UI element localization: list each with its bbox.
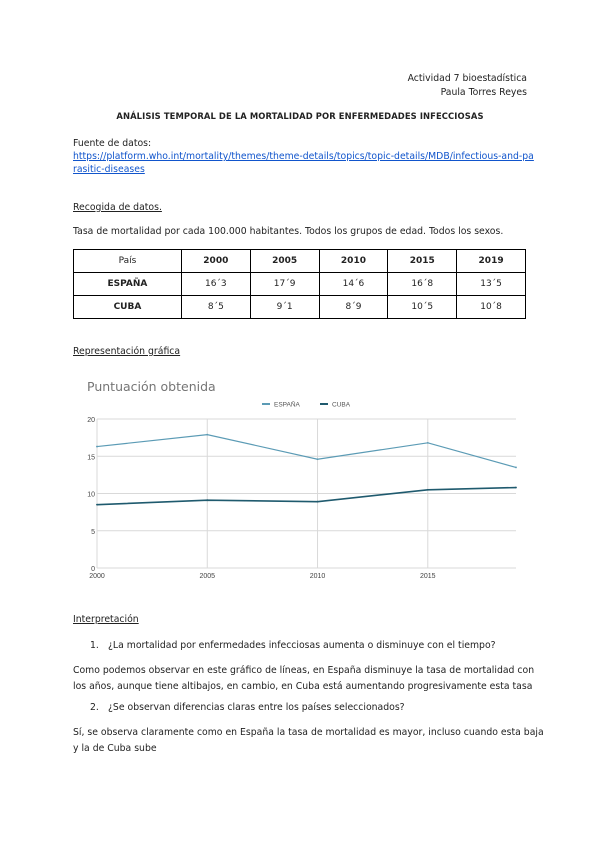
answer-2-line1: Sí, se observa claramente como en España la tasa de mortalidad es mayor, incluso cuando esta baja [73, 727, 544, 738]
question-2 [90, 702, 405, 713]
x-tick-label: 2005 [199, 573, 216, 580]
collection-description: Tasa de mortalidad por cada 100.000 habitantes. Todos los grupos de edad. Todos los sexos. [73, 226, 504, 237]
data-point-cuba [206, 499, 208, 501]
question-2-text: ¿Se observan diferencias claras entre los países seleccionados? [108, 702, 405, 713]
chart-legend [262, 400, 351, 409]
data-point-cuba [427, 489, 429, 491]
data-point-cuba [96, 504, 98, 506]
y-tick-label: 15 [87, 454, 95, 462]
x-tick-label: 2015 [420, 573, 436, 580]
y-tick-label: 5 [91, 528, 95, 536]
activity-label: Actividad 7 bioestadística [407, 73, 527, 84]
source-link-line2[interactable]: rasitic-diseases [73, 164, 145, 175]
table-cell: 17´9 [250, 273, 319, 296]
x-tick-label: 2000 [89, 573, 105, 580]
chart-grid [97, 419, 516, 568]
table-header-cell: País [74, 250, 182, 273]
source-label: Fuente de datos: [73, 138, 152, 149]
legend-label: CUBA [332, 401, 351, 409]
table-cell: 9´1 [250, 296, 319, 319]
table-header-cell: 2000 [181, 250, 250, 273]
legend-label: ESPAÑA [274, 401, 300, 409]
table-cell: 10´5 [388, 296, 457, 319]
table-cell: 8´9 [319, 296, 388, 319]
table-header-cell: 2005 [250, 250, 319, 273]
x-tick-label: 2010 [309, 573, 326, 580]
table-cell: 14´6 [319, 273, 388, 296]
question-1 [90, 640, 496, 651]
table-cell: 13´5 [457, 273, 526, 296]
table-header-cell: 2015 [388, 250, 457, 273]
collection-heading: Recogida de datos. [73, 202, 162, 213]
table-cell: 10´8 [457, 296, 526, 319]
y-tick-label: 10 [87, 491, 95, 499]
table-cell-country: ESPAÑA [74, 273, 182, 296]
y-tick-label: 0 [91, 566, 95, 573]
answer-1-line1: Como podemos observar en este gráfico de líneas, en España disminuye la tasa de mortalidad con [73, 665, 535, 676]
series-line-cuba [97, 488, 516, 505]
answer-2-line2: y la de Cuba sube [73, 743, 157, 754]
answer-2 [73, 726, 544, 755]
table-header-cell: 2019 [457, 250, 526, 273]
question-1-number: 1. [90, 640, 99, 651]
author-name: Paula Torres Reyes [440, 86, 527, 98]
chart-section-heading: Representación gráfica [73, 346, 181, 357]
data-point-cuba [317, 501, 319, 503]
x-axis-ticks [89, 573, 435, 580]
chart-title: Puntuación obtenida [87, 379, 216, 394]
question-2-number: 2. [90, 702, 99, 713]
document-title: ANÁLISIS TEMPORAL DE LA MORTALIDAD POR ENFERMEDADES INFECCIOSAS [116, 111, 484, 121]
data-point-españa [515, 467, 517, 469]
y-axis-ticks [87, 417, 95, 573]
source-link-line1[interactable]: https://platform.who.int/mortality/themes/theme-details/topics/topic-details/MDB/infectious-and-pa [73, 151, 534, 162]
table-cell: 16´3 [181, 273, 250, 296]
answer-1-line2: los años, aunque tiene altibajos, en cambio, en Cuba está aumentando progresivamente esta tasa [73, 681, 533, 692]
data-point-cuba [515, 487, 517, 489]
table-header-cell: 2010 [319, 250, 388, 273]
interpretation-heading: Interpretación [73, 614, 139, 625]
data-point-españa [427, 442, 429, 444]
question-1-text: ¿La mortalidad por enfermedades infecciosas aumenta o disminuye con el tiempo? [108, 640, 496, 651]
data-point-españa [206, 434, 208, 436]
y-tick-label: 20 [87, 417, 95, 424]
table-cell: 16´8 [388, 273, 457, 296]
answer-1 [73, 664, 534, 693]
table-cell-country: CUBA [74, 296, 182, 319]
data-point-españa [317, 458, 319, 460]
chart-series [96, 434, 517, 506]
data-point-españa [96, 446, 98, 448]
table-cell: 8´5 [181, 296, 250, 319]
series-line-españa [97, 435, 516, 468]
